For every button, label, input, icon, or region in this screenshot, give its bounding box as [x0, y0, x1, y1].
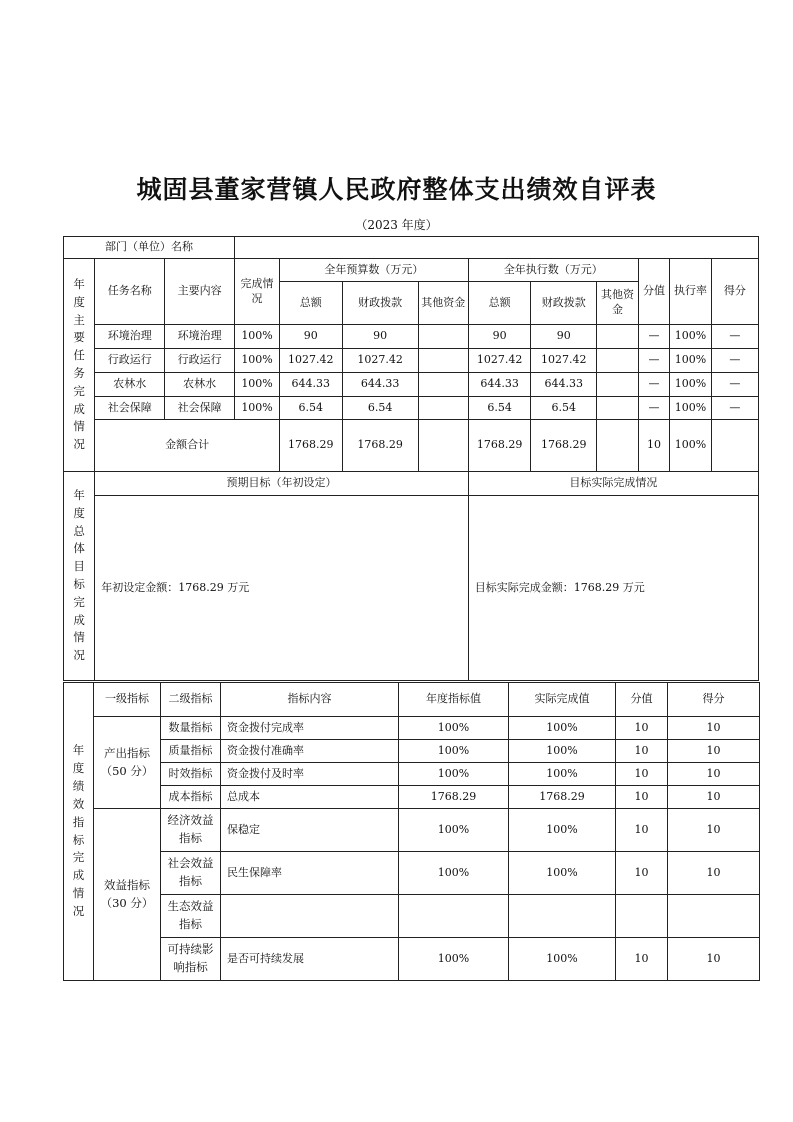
header-budget: 全年预算数（万元）: [279, 259, 468, 282]
budget-total: 6.54: [279, 397, 342, 420]
year-subtitle: （2023 年度）: [355, 218, 438, 232]
annual-value: 1768.29: [399, 786, 509, 809]
exec-total: 6.54: [468, 397, 531, 420]
header-actual-goal: 目标实际完成情况: [468, 472, 758, 496]
header-indicator: 指标内容: [221, 683, 399, 717]
budget-other: [418, 325, 468, 349]
task-exec-rate: 100%: [670, 397, 712, 420]
header-expected-goal: 预期目标（年初设定）: [95, 472, 469, 496]
task-name: 农林水: [95, 373, 165, 397]
level2-name: 经济效益指标: [161, 809, 221, 852]
score-value: 10: [616, 763, 668, 786]
header-budget-total: 总额: [279, 282, 342, 325]
task-content: 农林水: [165, 373, 235, 397]
header-exec-other: 其他资金: [597, 282, 639, 325]
task-content: 行政运行: [165, 349, 235, 373]
task-row: [64, 373, 759, 397]
indicator-content: 民生保障率: [221, 852, 399, 895]
perf-section-label: 年度绩效指标完成情况: [64, 683, 94, 981]
header-task-name: 任务名称: [95, 259, 165, 325]
output-indicator-row: [64, 786, 760, 809]
task-name: 社会保障: [95, 397, 165, 420]
task-header-row-1: [64, 259, 759, 282]
header-budget-other: 其他资金: [418, 282, 468, 325]
score-value: 10: [616, 809, 668, 852]
annual-value: 100%: [399, 938, 509, 981]
exec-total: 90: [468, 325, 531, 349]
score: 10: [668, 938, 760, 981]
exec-other: [597, 349, 639, 373]
header-exec-fiscal: 财政拨款: [531, 282, 597, 325]
page-title: 城固县董家营镇人民政府整体支出绩效自评表: [136, 175, 657, 204]
budget-other: [418, 397, 468, 420]
self-evaluation-table-upper: [63, 236, 759, 681]
total-label: 金额合计: [95, 420, 280, 472]
header-annual-value: 年度指标值: [399, 683, 509, 717]
task-score: —: [711, 325, 758, 349]
header-level1: 一级指标: [94, 683, 161, 717]
actual-value: 100%: [509, 740, 616, 763]
header-exec-total: 总额: [468, 282, 531, 325]
header-completion: 完成情况: [235, 259, 280, 325]
annual-value: 100%: [399, 809, 509, 852]
exec-other: [597, 397, 639, 420]
score-value: [616, 895, 668, 938]
header-exec-rate: 执行率: [670, 259, 712, 325]
output-group-label: 产出指标（50 分）: [94, 717, 161, 809]
task-section-label: 年度主要任务完成情况: [64, 259, 95, 472]
goal-section-label: 年度总体目标完成情况: [64, 472, 95, 681]
benefit-indicator-row: [64, 852, 760, 895]
score: [668, 895, 760, 938]
task-completion: 100%: [235, 349, 280, 373]
indicator-content: 资金拨付准确率: [221, 740, 399, 763]
level2-name: 时效指标: [161, 763, 221, 786]
score-value: 10: [616, 717, 668, 740]
benefit-indicator-row: [64, 895, 760, 938]
score: 10: [668, 717, 760, 740]
self-evaluation-table-lower: [63, 682, 760, 981]
actual-value: 100%: [509, 763, 616, 786]
task-content: 环境治理: [165, 325, 235, 349]
task-completion: 100%: [235, 397, 280, 420]
dept-label: 部门（单位）名称: [64, 237, 235, 259]
output-indicator-row: [64, 717, 760, 740]
task-score-value: —: [638, 373, 669, 397]
exec-total: 1027.42: [468, 349, 531, 373]
score-value: 10: [616, 740, 668, 763]
total-score: [711, 420, 758, 472]
annual-value: 100%: [399, 717, 509, 740]
task-row: [64, 349, 759, 373]
dept-row: [64, 237, 759, 259]
score-value: 10: [616, 786, 668, 809]
indicator-content: 是否可持续发展: [221, 938, 399, 981]
header-score: 得分: [711, 259, 758, 325]
total-budget-total: 1768.29: [279, 420, 342, 472]
budget-fiscal: 90: [342, 325, 418, 349]
dept-value: [235, 237, 759, 259]
level2-name: 质量指标: [161, 740, 221, 763]
exec-fiscal: 644.33: [531, 373, 597, 397]
actual-value: [509, 895, 616, 938]
total-score-value: 10: [638, 420, 669, 472]
task-score-value: —: [638, 325, 669, 349]
level2-name: 数量指标: [161, 717, 221, 740]
score-value: 10: [616, 852, 668, 895]
task-name: 环境治理: [95, 325, 165, 349]
header-level2: 二级指标: [161, 683, 221, 717]
total-exec-total: 1768.29: [468, 420, 531, 472]
actual-value: 1768.29: [509, 786, 616, 809]
exec-other: [597, 373, 639, 397]
benefit-group-label: 效益指标（30 分）: [94, 809, 161, 981]
benefit-indicator-row: [64, 938, 760, 981]
task-score-value: —: [638, 397, 669, 420]
annual-value: 100%: [399, 763, 509, 786]
output-indicator-row: [64, 740, 760, 763]
task-exec-rate: 100%: [670, 349, 712, 373]
budget-other: [418, 349, 468, 373]
task-row: [64, 397, 759, 420]
indicator-content: 资金拨付及时率: [221, 763, 399, 786]
task-name: 行政运行: [95, 349, 165, 373]
budget-fiscal: 6.54: [342, 397, 418, 420]
goal-content-row: [64, 496, 759, 681]
budget-fiscal: 644.33: [342, 373, 418, 397]
task-row: [64, 325, 759, 349]
expected-goal-text: 年初设定金额：1768.29 万元: [95, 496, 469, 681]
budget-fiscal: 1027.42: [342, 349, 418, 373]
indicator-content: [221, 895, 399, 938]
level2-name: 社会效益指标: [161, 852, 221, 895]
total-budget-other: [418, 420, 468, 472]
score: 10: [668, 740, 760, 763]
budget-other: [418, 373, 468, 397]
goal-header-row: [64, 472, 759, 496]
task-completion: 100%: [235, 325, 280, 349]
header-execution: 全年执行数（万元）: [468, 259, 638, 282]
actual-value: 100%: [509, 717, 616, 740]
perf-header-row: [64, 683, 760, 717]
task-score: —: [711, 373, 758, 397]
score: 10: [668, 763, 760, 786]
total-budget-fiscal: 1768.29: [342, 420, 418, 472]
budget-total: 1027.42: [279, 349, 342, 373]
task-exec-rate: 100%: [670, 325, 712, 349]
header-actual-value: 实际完成值: [509, 683, 616, 717]
total-exec-rate: 100%: [670, 420, 712, 472]
task-completion: 100%: [235, 373, 280, 397]
indicator-content: 资金拨付完成率: [221, 717, 399, 740]
header-score: 得分: [668, 683, 760, 717]
exec-fiscal: 1027.42: [531, 349, 597, 373]
task-score: —: [711, 349, 758, 373]
annual-value: 100%: [399, 740, 509, 763]
benefit-indicator-row: [64, 809, 760, 852]
actual-value: 100%: [509, 809, 616, 852]
total-exec-fiscal: 1768.29: [531, 420, 597, 472]
budget-total: 644.33: [279, 373, 342, 397]
level2-name: 生态效益指标: [161, 895, 221, 938]
level2-name: 可持续影响指标: [161, 938, 221, 981]
annual-value: [399, 895, 509, 938]
exec-fiscal: 6.54: [531, 397, 597, 420]
task-exec-rate: 100%: [670, 373, 712, 397]
exec-fiscal: 90: [531, 325, 597, 349]
header-score-value: 分值: [616, 683, 668, 717]
exec-other: [597, 325, 639, 349]
annual-value: 100%: [399, 852, 509, 895]
exec-total: 644.33: [468, 373, 531, 397]
actual-value: 100%: [509, 938, 616, 981]
indicator-content: 总成本: [221, 786, 399, 809]
task-total-row: [64, 420, 759, 446]
score: 10: [668, 786, 760, 809]
total-exec-other: [597, 420, 639, 472]
task-score: —: [711, 397, 758, 420]
score: 10: [668, 809, 760, 852]
task-content: 社会保障: [165, 397, 235, 420]
header-main-content: 主要内容: [165, 259, 235, 325]
header-budget-fiscal: 财政拨款: [342, 282, 418, 325]
actual-goal-text: 目标实际完成金额：1768.29 万元: [468, 496, 758, 681]
header-score-value: 分值: [638, 259, 669, 325]
output-indicator-row: [64, 763, 760, 786]
indicator-content: 保稳定: [221, 809, 399, 852]
score: 10: [668, 852, 760, 895]
task-score-value: —: [638, 349, 669, 373]
level2-name: 成本指标: [161, 786, 221, 809]
score-value: 10: [616, 938, 668, 981]
actual-value: 100%: [509, 852, 616, 895]
budget-total: 90: [279, 325, 342, 349]
